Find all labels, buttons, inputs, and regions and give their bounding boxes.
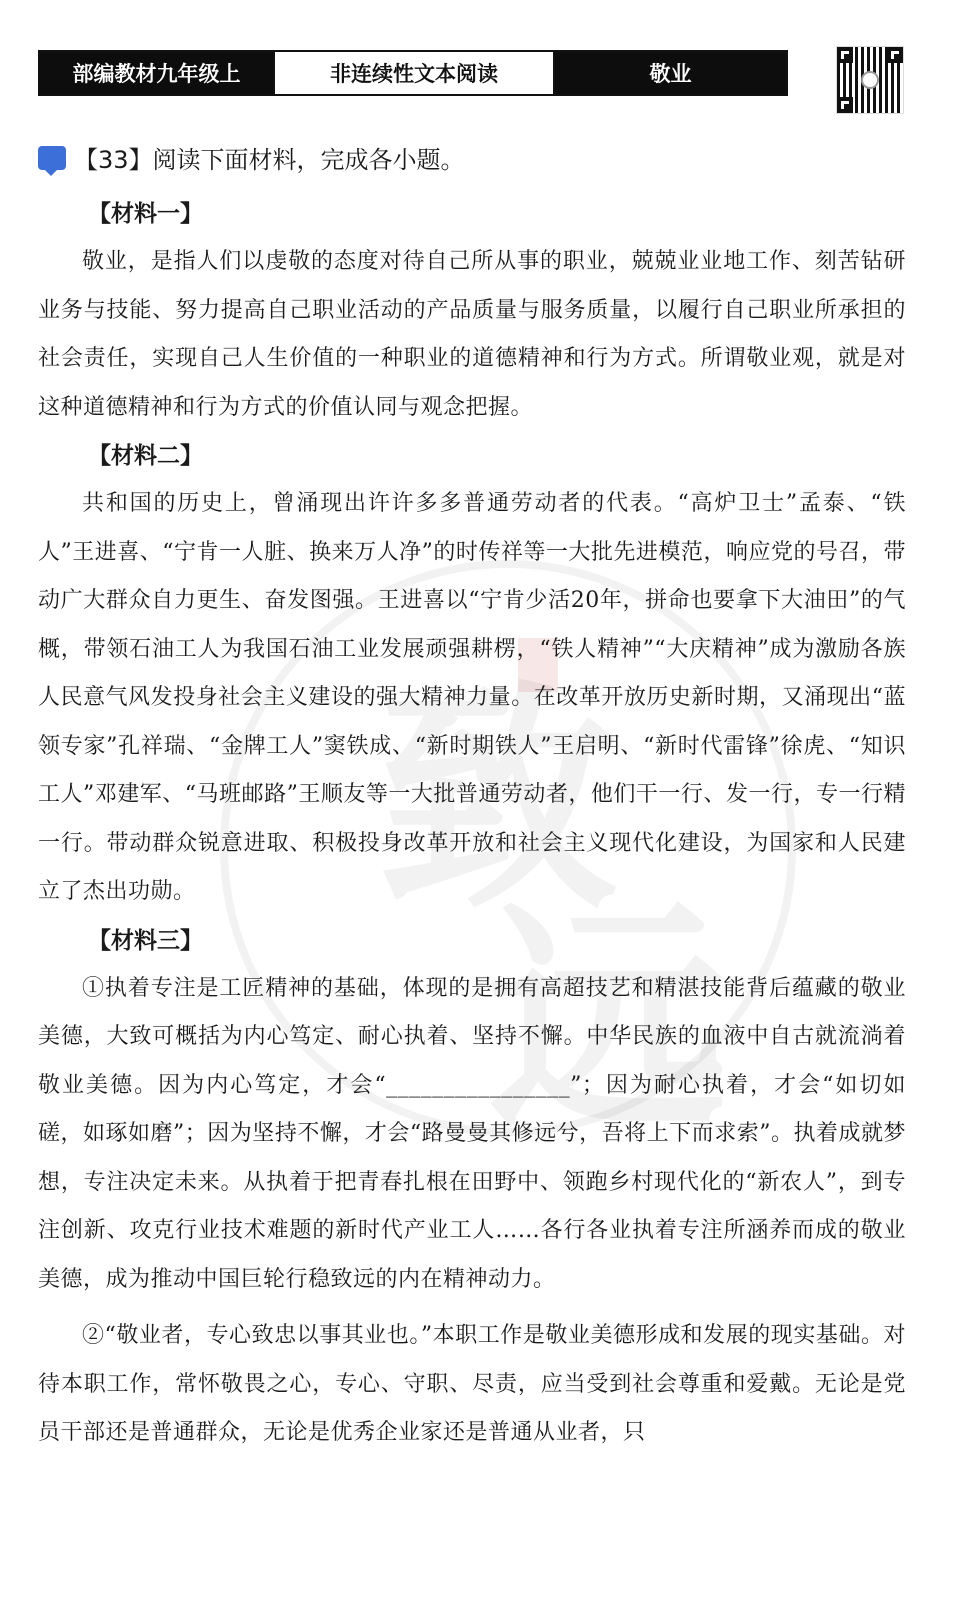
header-type: 非连续性文本阅读 (273, 52, 555, 94)
header-bar (38, 50, 788, 96)
paragraph: 共和国的历史上，曾涌现出许许多多普通劳动者的代表。“高炉卫士”孟泰、“铁人”王进喜、“宁肯一人脏、换来万人净”的时传祥等一大批先进模范，响应党的号召，带动广大群众自力更生、奋发图强。王进喜以“宁肯少活20年，拼命也要拿下大油田”的气概，带领石油工人为我国石油工业发展顽强耕楞，“铁人精神”“大庆精神”成为激励各族人民意气风发投身社会主义建设的强大精神力量。在改革开放历史新时期，又涌现出“蓝领专家”孔祥瑞、“金牌工人”窦铁成、“新时期铁人”王启明、“新时代雷锋”徐虎、“知识工人”邓建军、“马班邮路”王顺友等一大批普通劳动者，他们干一行、发一行，专一行精一行。带动群众锐意进取、积极投身改革开放和社会主义现代化建设，为国家和人民建立了杰出功勋。 (38, 491, 906, 904)
question-text: 【33】阅读下面材料，完成各小题。 (74, 146, 465, 174)
question-heading (38, 140, 908, 175)
bookmark-icon (38, 146, 66, 170)
header-topic: 敬业 (555, 52, 786, 94)
material-title: 【材料二】 (88, 443, 203, 469)
paragraph: ①执着专注是工匠精神的基础，体现的是拥有高超技艺和精湛技能背后蕴藏的敬业美德，大致可概括为内心笃定、耐心执着、坚持不懈。中华民族的血液中自古就流淌着敬业美德。因为内心笃定，才会“________________”；因为耐心执着，才会“如切如磋，如琢如磨”；因为坚持不懈，才会“路曼曼其修远兮，吾将上下而求索”。执着成就梦想，专注决定未来。从执着于把青春扎根在田野中、领跑乡村现代化的“新农人”，到专注创新、攻克行业技术难题的新时代产业工人……各行各业执着专注所涵养而成的敬业美德，成为推动中国巨轮行稳致远的内在精神动力。 (38, 975, 906, 1292)
header-grade: 部编教材九年级上 (40, 52, 273, 94)
material-title: 【材料一】 (88, 201, 203, 227)
watermark-logo: 致 远 (220, 560, 796, 1136)
material-title: 【材料三】 (88, 927, 203, 954)
paragraph: 敬业，是指人们以虔敬的态度对待自己所从事的职业，兢兢业业地工作、刻苦钻研业务与技能、努力提高自己职业活动的产品质量与服务质量，以履行自己职业所承担的社会责任，实现自己人生价值的一种职业的道德精神和行为方式。所谓敬业观，就是对这种道德精神和行为方式的价值认同与观念把握。 (38, 249, 906, 420)
paragraph: ②“敬业者，专心致忠以事其业也。”本职工作是敬业美德形成和发展的现实基础。对待本职工作，常怀敬畏之心，专心、守职、尽责，应当受到社会尊重和爱戴。无论是党员干部还是普通群众，无论是优秀企业家还是普通从业者，只 (38, 1323, 906, 1445)
qr-code-icon (836, 46, 904, 114)
reading-content (38, 190, 906, 1458)
